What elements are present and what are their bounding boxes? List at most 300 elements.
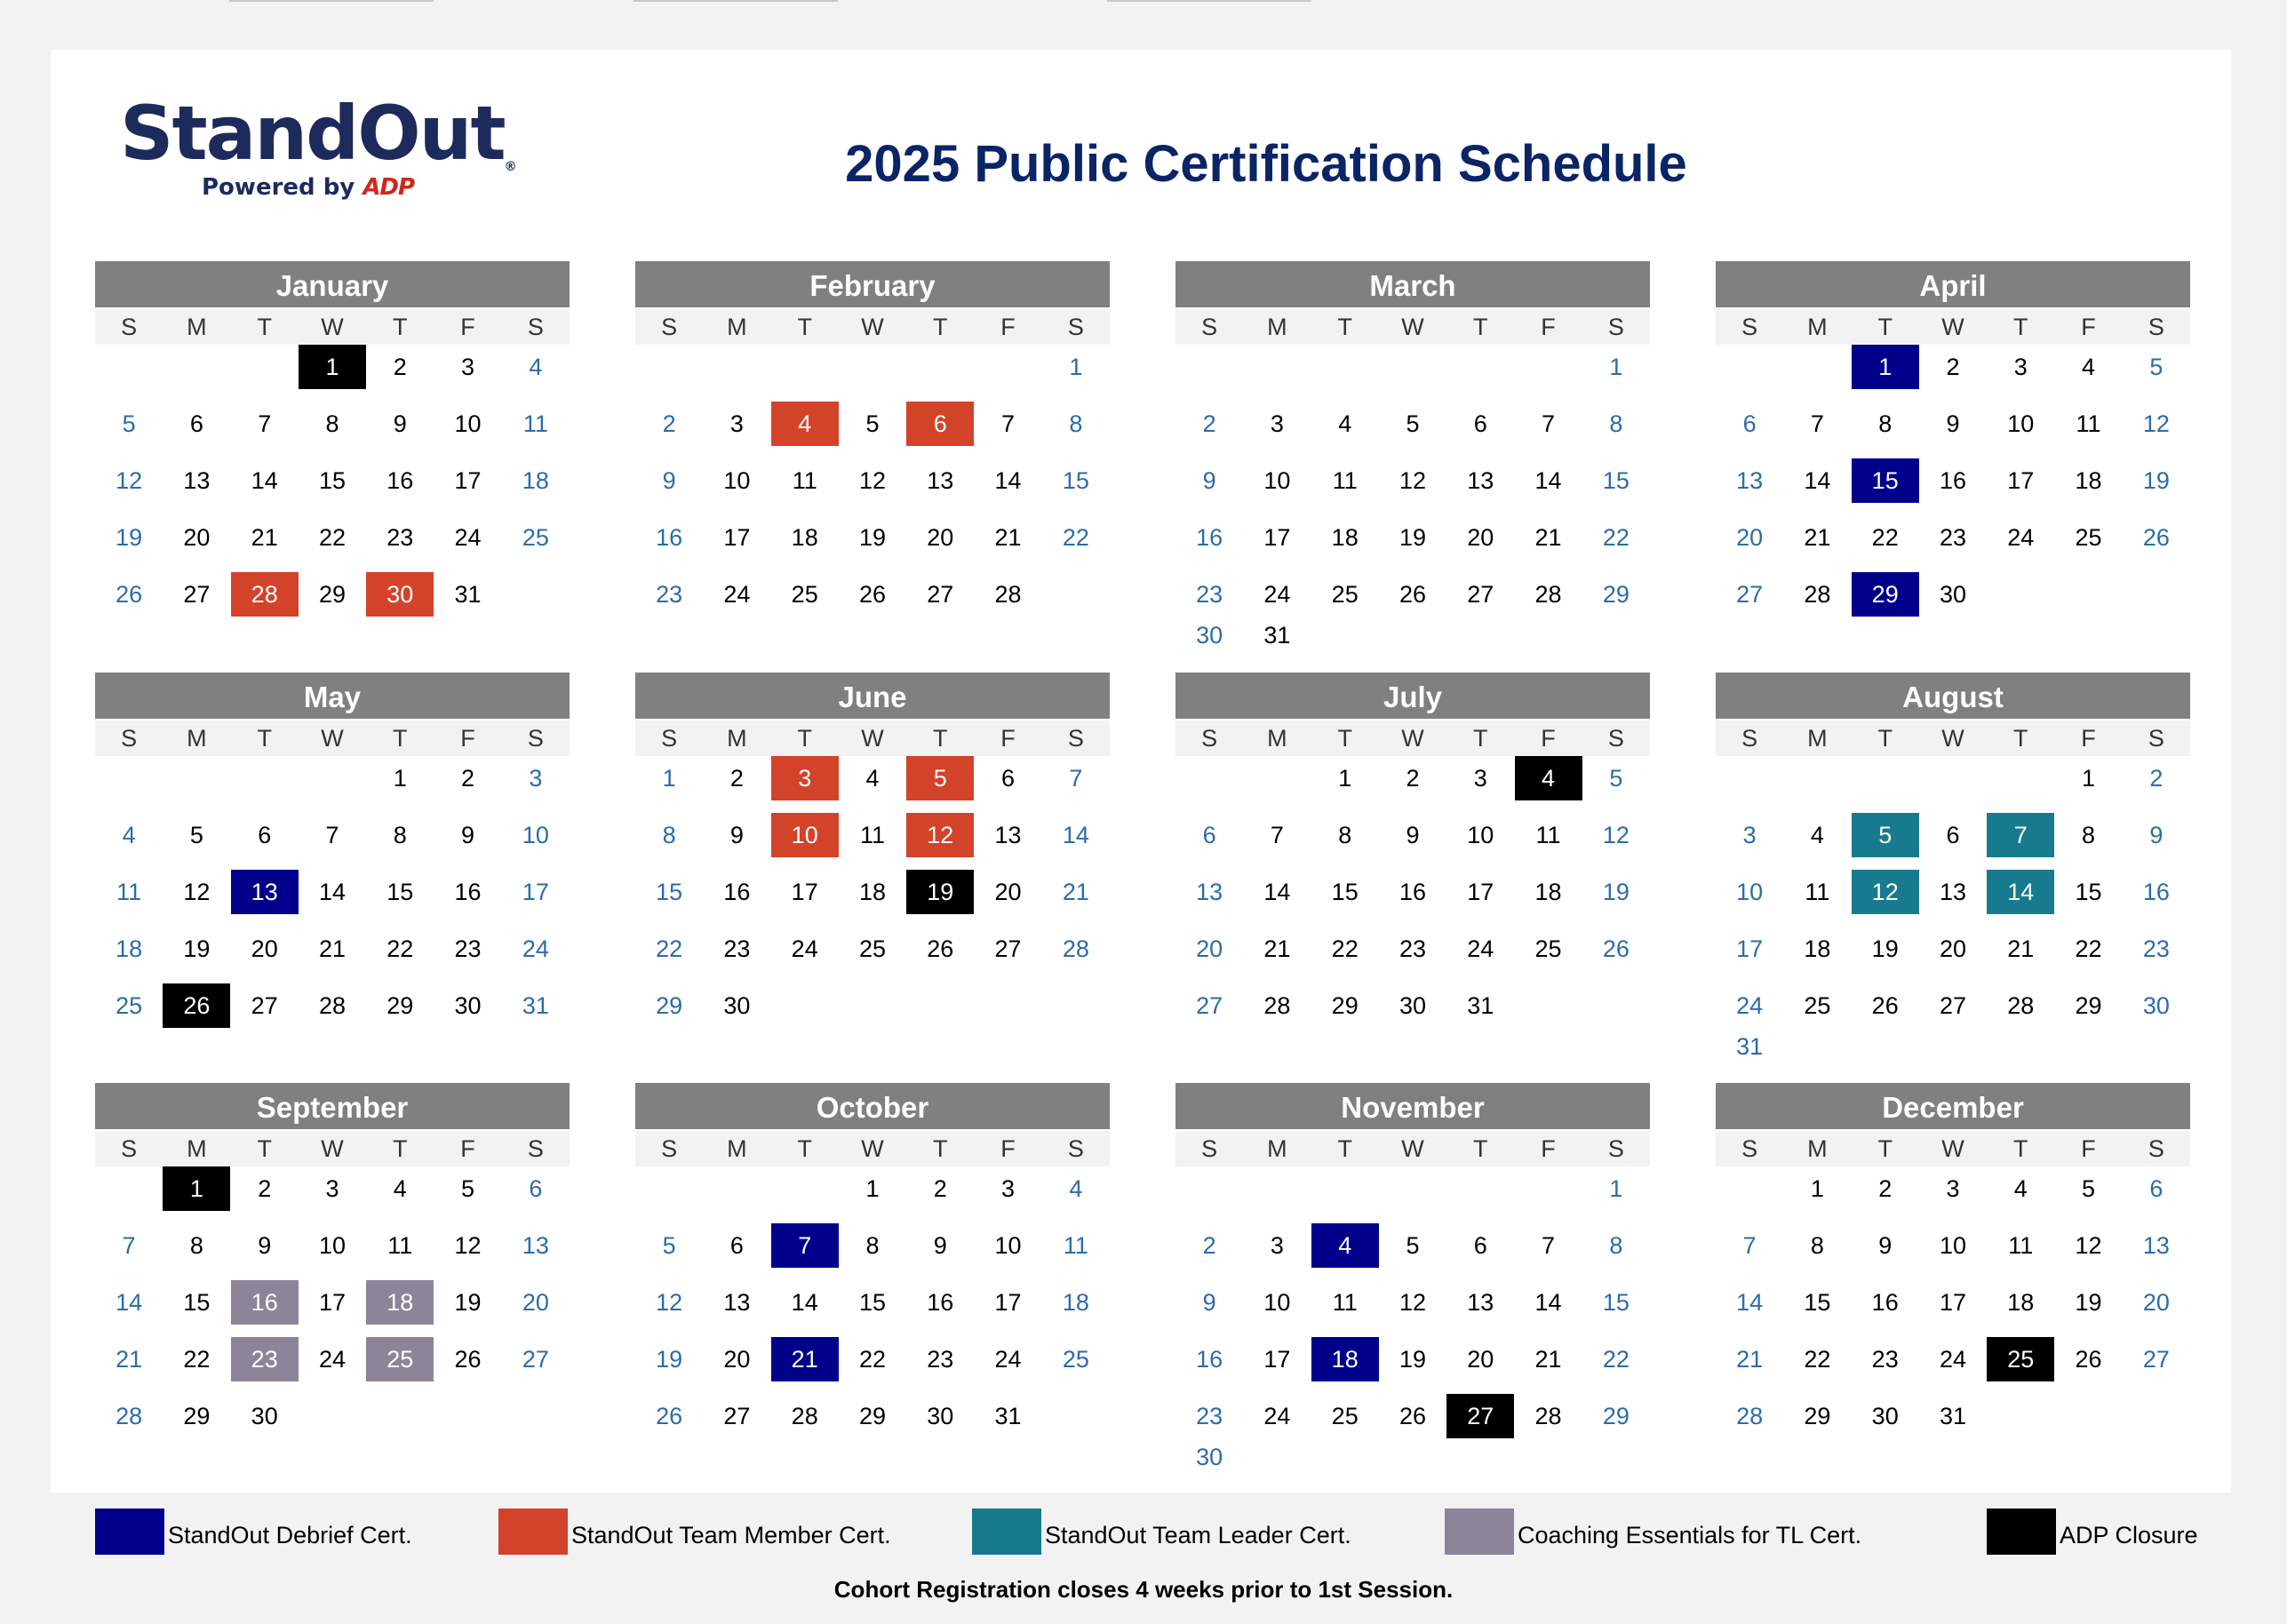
- weekday-label: T: [257, 314, 272, 340]
- day-cell: 11: [1063, 1232, 1088, 1259]
- weekday-label: T: [797, 1135, 812, 1162]
- day-cell: 18: [2075, 467, 2102, 494]
- weekday-label: S: [1741, 1135, 1758, 1162]
- day-cell: 24: [2007, 524, 2035, 551]
- day-cell: 20: [1196, 935, 1223, 962]
- day-cell: 11: [387, 1232, 413, 1259]
- weekday-label: M: [727, 1135, 747, 1162]
- day-cell-team_member: 6: [906, 402, 974, 446]
- weekday-header-row: [1175, 720, 1650, 756]
- day-cell: 29: [318, 581, 347, 608]
- day-cell: 27: [522, 1346, 549, 1373]
- day-cell: 22: [2075, 935, 2102, 962]
- month-december: [1716, 1083, 2190, 1429]
- day-cell-debrief: 29: [1852, 572, 1919, 617]
- day-cell-closure: 26: [163, 983, 230, 1028]
- day-cell: 7: [1270, 822, 1284, 848]
- day-cell: 6: [1001, 765, 1016, 792]
- day-cell: 22: [1062, 524, 1089, 551]
- day-cell: 3: [1270, 410, 1284, 437]
- day-cell: 9: [1946, 410, 1960, 437]
- day-cell-coaching: 18: [366, 1280, 434, 1325]
- day-cell: 28: [1804, 581, 1831, 608]
- weekday-label: F: [1000, 725, 1016, 752]
- day-cell: 22: [656, 935, 683, 962]
- day-cell: 20: [1467, 1346, 1494, 1373]
- day-cell: 30: [1871, 1403, 1899, 1429]
- month-march: [1175, 261, 1650, 649]
- day-cell: 24: [454, 524, 482, 551]
- day-cell: 16: [1196, 1346, 1223, 1373]
- day-cell: 17: [318, 1289, 347, 1316]
- day-cell: 8: [1609, 410, 1623, 437]
- day-cell: 21: [1263, 935, 1291, 962]
- day-cell: 15: [1804, 1289, 1831, 1316]
- month-header: May: [95, 673, 570, 719]
- day-cell-debrief: 1: [1852, 345, 1919, 389]
- day-cell: 24: [723, 581, 751, 608]
- day-cell-debrief: 21: [771, 1337, 839, 1381]
- weekday-header-row: [95, 720, 570, 756]
- day-cell: 10: [994, 1232, 1022, 1259]
- legend-label: StandOut Team Member Cert.: [571, 1522, 891, 1548]
- day-cell: 1: [1609, 1175, 1623, 1202]
- day-cell: 20: [723, 1346, 751, 1373]
- legend-label: StandOut Team Leader Cert.: [1045, 1522, 1351, 1548]
- day-cell: 30: [251, 1403, 278, 1429]
- weekday-label: M: [1807, 314, 1828, 340]
- day-cell: 6: [189, 410, 203, 437]
- weekday-label: F: [1541, 314, 1556, 340]
- day-cell: 17: [1467, 879, 1494, 905]
- day-cell: 12: [1398, 467, 1427, 494]
- legend-swatch: [1445, 1509, 1514, 1555]
- day-cell: 4: [865, 765, 880, 792]
- day-cell: 17: [1263, 524, 1291, 551]
- day-cell: 16: [454, 879, 482, 905]
- registered-mark: ®: [504, 160, 517, 174]
- day-cell: 7: [1810, 410, 1824, 437]
- day-cell: 12: [2142, 410, 2170, 437]
- day-cell: 22: [318, 524, 347, 551]
- weekday-label: S: [661, 314, 678, 340]
- day-cell: 19: [2142, 467, 2170, 494]
- day-cell: 15: [2075, 879, 2102, 905]
- day-cell: 19: [2075, 1289, 2102, 1316]
- day-cell: 15: [318, 467, 347, 494]
- weekday-label: T: [1473, 314, 1488, 340]
- day-cell: 3: [729, 410, 744, 437]
- day-cell: 12: [858, 467, 887, 494]
- day-cell: 22: [1602, 524, 1630, 551]
- day-cell: 30: [1398, 992, 1427, 1019]
- day-cell: 25: [116, 992, 143, 1019]
- day-cell: 9: [461, 822, 475, 848]
- day-cell: 18: [1062, 1289, 1089, 1316]
- day-cell: 11: [2076, 410, 2101, 437]
- day-cell: 30: [723, 992, 751, 1019]
- weekday-label: T: [1473, 725, 1488, 752]
- day-cell: 4: [1338, 410, 1352, 437]
- weekday-label: S: [121, 1135, 138, 1162]
- weekday-label: S: [1201, 1135, 1218, 1162]
- month-header: August: [1716, 673, 2190, 719]
- weekday-label: W: [1401, 314, 1424, 340]
- month-header: January: [95, 261, 570, 307]
- day-cell: 17: [1263, 1346, 1291, 1373]
- day-cell: 2: [1202, 1232, 1216, 1259]
- day-cell: 17: [1736, 935, 1764, 962]
- day-cell-closure: 19: [906, 870, 974, 914]
- day-cell: 28: [1062, 935, 1089, 962]
- day-cell: 30: [1196, 622, 1223, 649]
- day-cell: 4: [1810, 822, 1824, 848]
- day-cell: 14: [1263, 879, 1291, 905]
- day-cell: 13: [1736, 467, 1764, 494]
- day-cell: 7: [1542, 410, 1556, 437]
- month-january: [95, 261, 570, 608]
- day-cell: 5: [2082, 1175, 2096, 1202]
- day-cell: 24: [1467, 935, 1494, 962]
- weekday-label: S: [661, 725, 678, 752]
- legend-swatch: [1987, 1509, 2056, 1555]
- weekday-label: W: [1941, 725, 1964, 752]
- day-cell: 18: [1331, 524, 1359, 551]
- day-cell: 20: [1939, 935, 1967, 962]
- day-cell: 18: [791, 524, 818, 551]
- weekday-label: T: [797, 314, 812, 340]
- day-cell: 31: [1736, 1033, 1764, 1060]
- weekday-label: F: [2081, 725, 2096, 752]
- day-cell: 21: [2007, 935, 2035, 962]
- day-cell: 5: [662, 1232, 676, 1259]
- month-header: December: [1716, 1083, 2190, 1129]
- day-cell: 19: [1871, 935, 1899, 962]
- legend-swatch: [972, 1509, 1041, 1555]
- weekday-header-row: [635, 1131, 1110, 1166]
- weekday-label: S: [121, 725, 138, 752]
- day-cell: 14: [116, 1289, 143, 1316]
- day-cell: 19: [116, 524, 143, 551]
- day-cell: 8: [1609, 1232, 1623, 1259]
- day-cell: 21: [994, 524, 1022, 551]
- day-cell: 3: [325, 1175, 339, 1202]
- day-cell: 20: [1736, 524, 1764, 551]
- day-cell-closure: 25: [1987, 1337, 2054, 1381]
- weekday-label: F: [460, 725, 475, 752]
- day-cell: 12: [454, 1232, 482, 1259]
- legend-swatch: [498, 1509, 568, 1555]
- weekday-label: S: [1607, 1135, 1624, 1162]
- day-cell: 19: [656, 1346, 683, 1373]
- day-cell: 20: [994, 879, 1022, 905]
- day-cell: 9: [2149, 822, 2163, 848]
- day-cell: 26: [1871, 992, 1899, 1019]
- day-cell: 2: [933, 1175, 947, 1202]
- day-cell: 13: [522, 1232, 549, 1259]
- weekday-label: F: [1000, 1135, 1016, 1162]
- day-cell: 14: [1804, 467, 1831, 494]
- weekday-label: M: [1267, 1135, 1287, 1162]
- weekday-label: S: [527, 1135, 544, 1162]
- legend-label: ADP Closure: [2060, 1522, 2198, 1548]
- day-cell: 27: [1939, 992, 1967, 1019]
- day-cell: 19: [1398, 524, 1427, 551]
- weekday-label: S: [527, 314, 544, 340]
- day-cell: 22: [1331, 935, 1359, 962]
- day-cell: 21: [1736, 1346, 1764, 1373]
- weekday-label: S: [1067, 725, 1084, 752]
- day-cell: 14: [251, 467, 278, 494]
- day-cell: 19: [454, 1289, 482, 1316]
- day-cell-team_member: 28: [231, 572, 299, 617]
- day-cell: 9: [258, 1232, 272, 1259]
- day-cell-coaching: 25: [366, 1337, 434, 1381]
- day-cell: 18: [116, 935, 143, 962]
- day-cell: 21: [1062, 879, 1089, 905]
- day-cell: 28: [116, 1403, 143, 1429]
- weekday-label: T: [1337, 314, 1352, 340]
- day-cell: 14: [1062, 822, 1089, 848]
- day-cell: 19: [858, 524, 887, 551]
- day-cell: 24: [1263, 581, 1291, 608]
- month-april: [1716, 261, 2190, 608]
- day-cell: 13: [1467, 467, 1494, 494]
- day-cell: 16: [927, 1289, 954, 1316]
- day-cell: 5: [1609, 765, 1623, 792]
- day-cell: 2: [662, 410, 676, 437]
- day-cell: 4: [393, 1175, 407, 1202]
- weekday-label: S: [1607, 725, 1624, 752]
- month-header: February: [635, 261, 1110, 307]
- legend-label: StandOut Debrief Cert.: [168, 1522, 412, 1548]
- day-cell: 9: [729, 822, 744, 848]
- logo-word: StandOut: [120, 90, 505, 177]
- month-september: [95, 1083, 570, 1429]
- day-cell: 22: [1804, 1346, 1831, 1373]
- weekday-label: W: [321, 314, 344, 340]
- day-cell: 19: [1602, 879, 1630, 905]
- day-cell: 21: [318, 935, 347, 962]
- day-cell: 6: [529, 1175, 543, 1202]
- day-cell: 16: [656, 524, 683, 551]
- day-cell: 21: [251, 524, 278, 551]
- month-header: July: [1175, 673, 1650, 719]
- weekday-label: S: [527, 725, 544, 752]
- day-cell: 31: [1467, 992, 1494, 1019]
- day-cell: 28: [994, 581, 1022, 608]
- weekday-label: M: [727, 314, 747, 340]
- day-cell: 15: [1602, 467, 1630, 494]
- day-cell: 14: [994, 467, 1022, 494]
- day-cell: 17: [2007, 467, 2035, 494]
- weekday-label: M: [1267, 314, 1287, 340]
- day-cell: 31: [1263, 622, 1291, 649]
- day-cell: 17: [454, 467, 482, 494]
- weekday-label: T: [933, 725, 948, 752]
- registration-note: Cohort Registration closes 4 weeks prior to 1st Session.: [833, 1576, 1454, 1603]
- day-cell: 26: [927, 935, 954, 962]
- weekday-label: S: [661, 1135, 678, 1162]
- day-cell: 28: [1736, 1403, 1764, 1429]
- day-cell: 16: [1196, 524, 1223, 551]
- day-cell: 11: [859, 822, 886, 848]
- day-cell: 23: [1196, 581, 1223, 608]
- weekday-label: T: [2013, 314, 2028, 340]
- day-cell: 25: [791, 581, 818, 608]
- day-cell: 24: [994, 1346, 1022, 1373]
- day-cell-debrief: 7: [771, 1223, 839, 1268]
- weekday-label: S: [121, 314, 138, 340]
- day-cell: 5: [189, 822, 203, 848]
- day-cell: 20: [927, 524, 954, 551]
- day-cell: 29: [183, 1403, 211, 1429]
- day-cell: 15: [386, 879, 414, 905]
- month-november: [1175, 1083, 1650, 1470]
- day-cell: 7: [1069, 765, 1083, 792]
- day-cell: 2: [393, 354, 407, 380]
- month-october: [635, 1083, 1110, 1429]
- weekday-label: S: [1607, 314, 1624, 340]
- day-cell-closure: 27: [1446, 1394, 1514, 1438]
- day-cell: 3: [529, 765, 543, 792]
- day-cell: 24: [791, 935, 818, 962]
- day-cell: 15: [183, 1289, 211, 1316]
- month-june: [635, 673, 1110, 1019]
- day-cell: 11: [2008, 1232, 2034, 1259]
- weekday-label: T: [393, 1135, 408, 1162]
- weekday-label: W: [861, 725, 884, 752]
- day-cell: 2: [1406, 765, 1420, 792]
- month-header: March: [1175, 261, 1650, 307]
- day-cell: 26: [1398, 1403, 1427, 1429]
- day-cell-team_leader: 14: [1987, 870, 2054, 914]
- day-cell: 26: [1398, 581, 1427, 608]
- day-cell: 16: [386, 467, 414, 494]
- day-cell: 3: [1473, 765, 1487, 792]
- weekday-label: T: [257, 725, 272, 752]
- day-cell: 18: [2007, 1289, 2035, 1316]
- weekday-label: T: [1877, 1135, 1893, 1162]
- day-cell: 14: [1534, 1289, 1562, 1316]
- day-cell: 18: [1804, 935, 1831, 962]
- day-cell: 5: [1406, 410, 1420, 437]
- day-cell: 29: [386, 992, 414, 1019]
- weekday-label: T: [393, 725, 408, 752]
- day-cell: 27: [1467, 581, 1494, 608]
- day-cell: 10: [1263, 467, 1291, 494]
- day-cell-team_leader: 5: [1852, 813, 1919, 857]
- month-header: June: [635, 673, 1110, 719]
- day-cell: 7: [1542, 1232, 1556, 1259]
- weekday-header-row: [1716, 309, 2190, 345]
- day-cell: 29: [2075, 992, 2102, 1019]
- day-cell: 8: [1338, 822, 1352, 848]
- day-cell: 11: [116, 879, 142, 905]
- day-cell: 25: [1062, 1346, 1089, 1373]
- month-header: September: [95, 1083, 570, 1129]
- day-cell: 9: [393, 410, 407, 437]
- day-cell: 26: [116, 581, 143, 608]
- day-cell: 26: [656, 1403, 683, 1429]
- day-cell: 9: [1878, 1232, 1893, 1259]
- day-cell: 21: [1534, 1346, 1562, 1373]
- day-cell: 4: [122, 822, 136, 848]
- day-cell-team_member: 5: [906, 756, 974, 800]
- weekday-label: M: [1267, 725, 1287, 752]
- day-cell: 17: [1939, 1289, 1967, 1316]
- day-cell: 8: [1810, 1232, 1824, 1259]
- day-cell: 4: [1069, 1175, 1083, 1202]
- month-header: April: [1716, 261, 2190, 307]
- weekday-label: W: [1401, 1135, 1424, 1162]
- day-cell: 21: [1534, 524, 1562, 551]
- weekday-header-row: [1716, 1131, 2190, 1166]
- day-cell: 31: [994, 1403, 1022, 1429]
- weekday-label: F: [1541, 1135, 1556, 1162]
- weekday-label: W: [321, 725, 344, 752]
- day-cell: 10: [1467, 822, 1494, 848]
- weekday-label: T: [2013, 725, 2028, 752]
- day-cell: 22: [1602, 1346, 1630, 1373]
- weekday-label: F: [460, 1135, 475, 1162]
- adp-logo: ADP: [363, 174, 415, 201]
- day-cell: 18: [522, 467, 549, 494]
- day-cell: 2: [1878, 1175, 1893, 1202]
- day-cell-closure: 1: [163, 1166, 230, 1211]
- day-cell: 30: [1196, 1444, 1223, 1470]
- month-july: [1175, 673, 1650, 1019]
- day-cell: 23: [2142, 935, 2170, 962]
- day-cell: 10: [723, 467, 751, 494]
- day-cell: 30: [927, 1403, 954, 1429]
- day-cell-team_member: 12: [906, 813, 974, 857]
- weekday-label: W: [321, 1135, 344, 1162]
- day-cell: 3: [2013, 354, 2028, 380]
- day-cell: 16: [1398, 879, 1427, 905]
- day-cell: 29: [656, 992, 683, 1019]
- day-cell: 12: [116, 467, 143, 494]
- day-cell: 12: [183, 879, 211, 905]
- day-cell: 14: [791, 1289, 818, 1316]
- day-cell: 6: [258, 822, 272, 848]
- month-header: November: [1175, 1083, 1650, 1129]
- day-cell: 8: [1069, 410, 1083, 437]
- day-cell: 2: [729, 765, 744, 792]
- day-cell: 16: [2142, 879, 2170, 905]
- day-cell: 22: [858, 1346, 887, 1373]
- day-cell: 28: [318, 992, 347, 1019]
- day-cell: 27: [927, 581, 954, 608]
- weekday-label: S: [2148, 1135, 2164, 1162]
- weekday-label: T: [1473, 1135, 1488, 1162]
- day-cell: 10: [1939, 1232, 1967, 1259]
- weekday-label: F: [1000, 314, 1016, 340]
- weekday-label: S: [2148, 725, 2164, 752]
- day-cell: 5: [865, 410, 880, 437]
- day-cell-debrief: 4: [1311, 1223, 1379, 1268]
- month-august: [1716, 673, 2190, 1060]
- day-cell: 28: [1263, 992, 1291, 1019]
- day-cell: 7: [1742, 1232, 1757, 1259]
- day-cell: 4: [2082, 354, 2096, 380]
- weekday-label: W: [1941, 1135, 1964, 1162]
- day-cell: 31: [1939, 1403, 1967, 1429]
- weekday-label: T: [933, 1135, 948, 1162]
- day-cell: 22: [386, 935, 414, 962]
- day-cell: 11: [1332, 1289, 1358, 1316]
- day-cell: 9: [1406, 822, 1420, 848]
